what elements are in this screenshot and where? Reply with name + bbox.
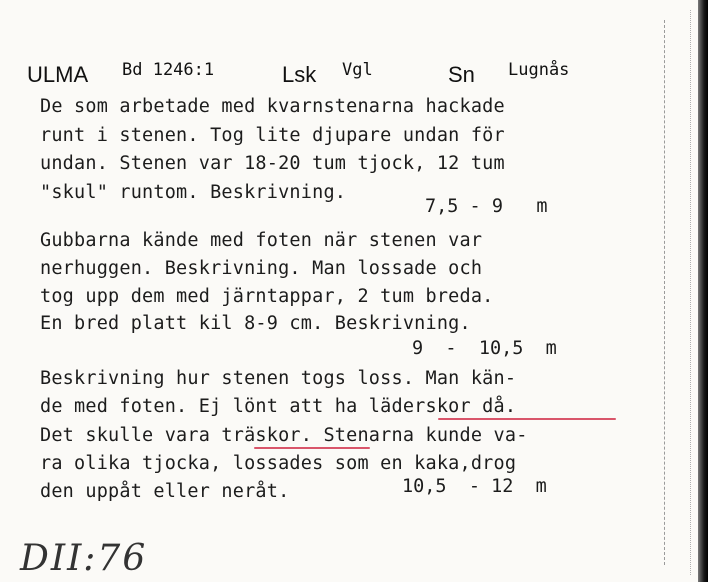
text-line: tog upp dem med järntappar, 2 tum breda.: [40, 286, 494, 307]
lsk-label: Lsk: [282, 62, 317, 87]
sn-label: Sn: [448, 62, 475, 87]
card-edge-line: [690, 10, 691, 575]
text-line: runt i stenen. Tog lite djupare undan för: [40, 125, 505, 146]
text-line: de med foten. Ej lönt att ha läderskor då.: [40, 396, 517, 417]
text-line: nerhuggen. Beskrivning. Man lossade och: [40, 258, 483, 279]
archive-name: ULMA: [27, 62, 89, 87]
handwritten-mark: DII:76: [20, 538, 148, 579]
red-underline: [254, 447, 370, 449]
sn-value: Lugnås: [508, 60, 570, 80]
text-line: "skul" runtom. Beskrivning.: [40, 182, 347, 203]
card-fold-line: [664, 20, 665, 565]
text-line: ra olika tjocka, lossades som en kaka,drog: [40, 453, 517, 474]
red-underline: [438, 418, 616, 420]
measurement-range: 10,5 - 12 m: [402, 476, 547, 497]
text-line: den uppåt eller neråt.: [40, 481, 290, 502]
text-line: undan. Stenen var 18-20 tum tjock, 12 tum: [40, 153, 505, 174]
text-line: De som arbetade med kvarnstenarna hackade: [40, 96, 505, 117]
text-line: Gubbarna kände med foten när stenen var: [40, 230, 483, 251]
lsk-value: Vgl: [342, 60, 373, 80]
measurement-range: 9 - 10,5 m: [412, 338, 557, 359]
volume-number: Bd 1246:1: [122, 60, 215, 80]
text-line: Beskrivning hur stenen togs loss. Man kän-: [40, 368, 517, 389]
text-line: Det skulle vara träskor. Stenarna kunde va-: [40, 425, 528, 446]
measurement-range: 7,5 - 9 m: [425, 196, 548, 217]
card-edge-shadow: [698, 0, 708, 582]
text-line: En bred platt kil 8-9 cm. Beskrivning.: [40, 313, 471, 334]
